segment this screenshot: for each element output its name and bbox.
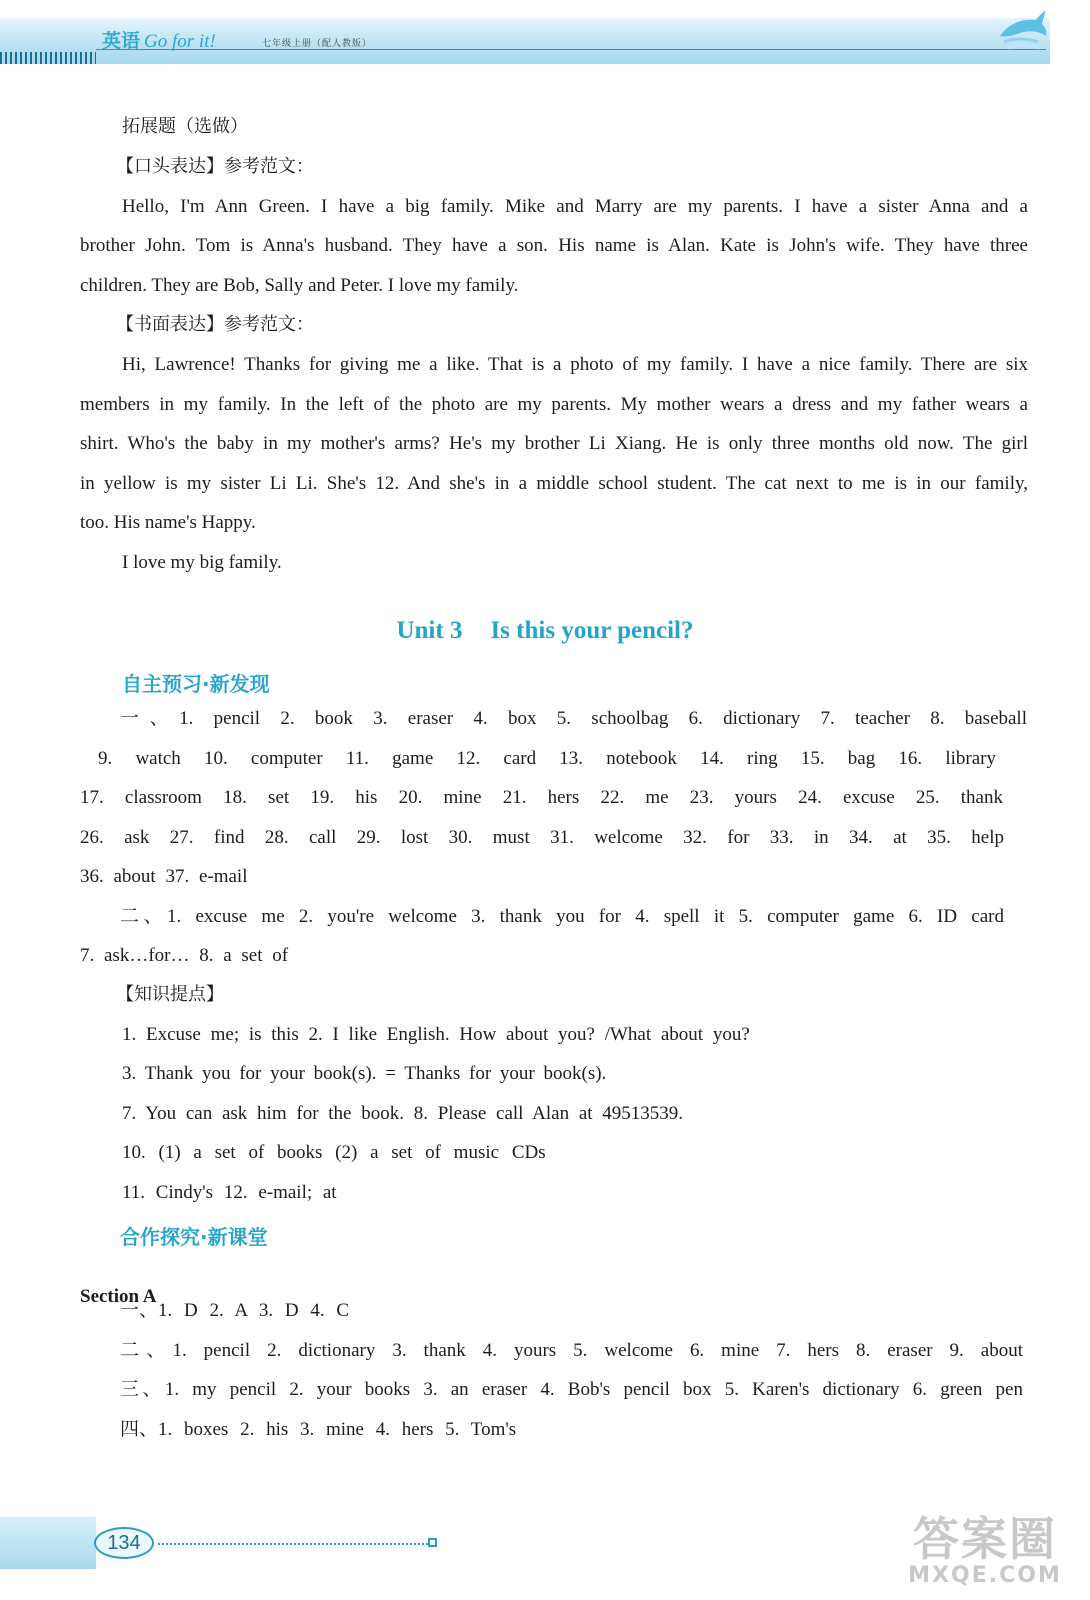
knowledge-line: 1. Excuse me; is this 2. I like English. How about you? /What about you? [122,1024,750,1045]
written-line: members in my family. In the left of the photo are my parents. My mother wears a dress and my father wears a [80,394,1028,415]
knowledge-line: 10. (1) a set of books (2) a set of music CDs [122,1142,546,1163]
header-rule [96,49,1046,50]
knowledge-label: 【知识提点】 [116,984,224,1005]
header-title [102,26,216,53]
watermark-logo: 答案圈 [913,1512,1057,1566]
footer-square-marker [428,1538,437,1547]
oral-label: 【口头表达】参考范文： [116,156,314,177]
extension-heading: 拓展题（选做） [122,116,248,137]
answer-line: 四、1. boxes 2. his 3. mine 4. hers 5. Tom's [120,1419,517,1440]
answer-line: 9. watch 10. computer 11. game 12. card 13. notebook 14. ring 15. bag 16. library [98,748,996,769]
dolphin-icon [996,6,1048,56]
footer-band [0,1517,96,1569]
written-label: 【书面表达】参考范文： [116,314,314,335]
watermark [905,1514,1065,1594]
knowledge-line: 3. Thank you for your book(s). = Thanks for your book(s). [122,1063,607,1084]
answer-line: 二、1. pencil 2. dictionary 3. thank 4. yours 5. welcome 6. mine 7. hers 8. eraser 9. about [120,1340,1023,1361]
header-subtitle: 七年级上册（配人教版） [262,39,373,49]
answer-line: 26. ask 27. find 28. call 29. lost 30. must 31. welcome 32. for 33. in 34. at 35. help [80,827,1004,848]
preview-heading: 自主预习·新发现 [122,672,270,696]
cooperation-heading: 合作探究·新课堂 [120,1225,268,1249]
header-tick-marks [0,52,96,64]
unit-name: Is this your pencil? [490,617,694,644]
page-number: 134 [94,1527,154,1559]
oral-line: brother John. Tom is Anna's husband. They have a son. His name is Alan. Kate is John's wife. They have three [80,235,1028,256]
written-line: in yellow is my sister Li Li. She's 12. And she's in a middle school student. The cat next to me is in our family, [80,473,1028,494]
header-title-en: Go for it! [144,31,216,52]
answer-line: 17. classroom 18. set 19. his 20. mine 21. hers 22. me 23. yours 24. excuse 25. thank [80,787,1003,808]
answer-line: 36. about 37. e-mail [80,866,248,887]
oral-line: Hello, I'm Ann Green. I have a big family. Mike and Marry are my parents. I have a sister Anna and a [122,196,1028,217]
written-line: I love my big family. [122,552,282,573]
written-line: Hi, Lawrence! Thanks for giving me a like. That is a photo of my family. I have a nice family. There are six [122,354,1028,375]
unit-number: Unit 3 [396,617,463,644]
answer-line: 一、1. pencil 2. book 3. eraser 4. box 5. schoolbag 6. dictionary 7. teacher 8. baseball [120,708,1027,729]
written-line: shirt. Who's the baby in my mother's arms? He's my brother Li Xiang. He is only three months old now. The girl [80,433,1028,454]
answer-line: 二、1. excuse me 2. you're welcome 3. thank you for 4. spell it 5. computer game 6. ID card [120,906,1004,927]
answer-line: 7. ask…for… 8. a set of [80,945,289,966]
unit-title [0,617,1090,645]
oral-line: children. They are Bob, Sally and Peter. I love my family. [80,275,519,296]
answer-line: 三、1. my pencil 2. your books 3. an eraser 4. Bob's pencil box 5. Karen's dictionary 6. green pen [120,1379,1023,1400]
knowledge-line: 11. Cindy's 12. e-mail; at [122,1182,337,1203]
written-line: too. His name's Happy. [80,512,256,533]
answer-line: 一、1. D 2. A 3. D 4. C [120,1300,349,1321]
footer-dotted-rule [158,1543,428,1545]
section-a-label: Section A [80,1286,157,1307]
watermark-site: MXQE.COM [908,1563,1062,1588]
knowledge-line: 7. You can ask him for the book. 8. Please call Alan at 49513539. [122,1103,684,1124]
header-title-cn: 英语 [102,31,141,52]
